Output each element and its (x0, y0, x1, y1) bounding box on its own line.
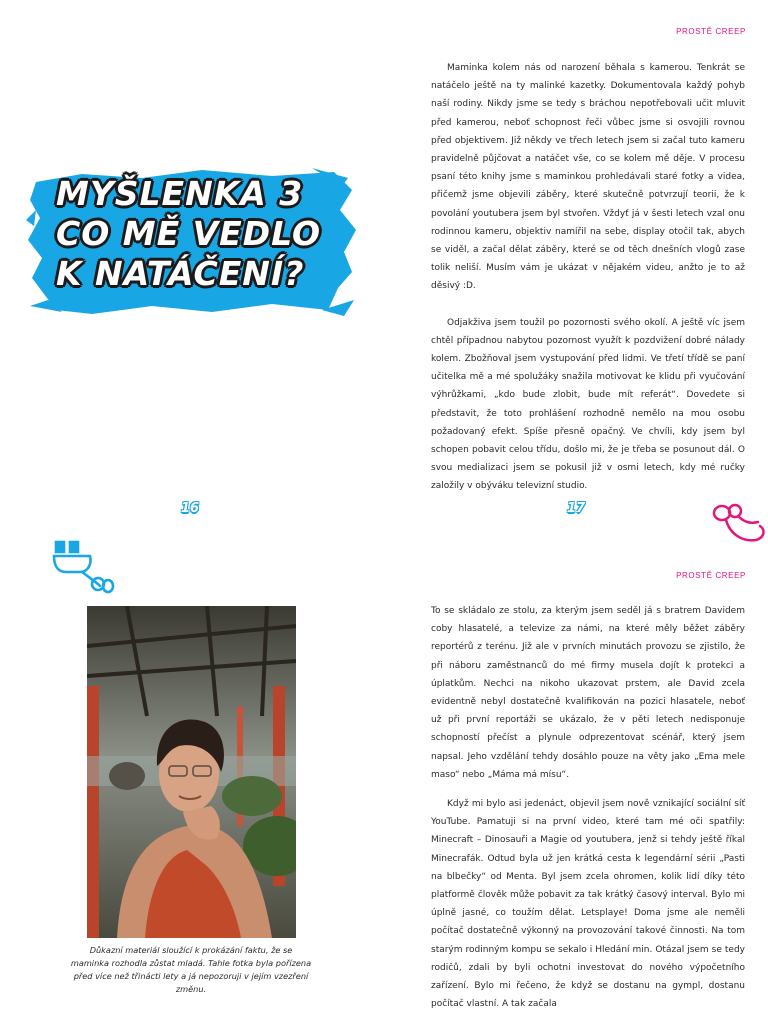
photo-caption: Důkazní materiál sloužící k prokázání faktu, že se maminka rozhodla zůstat mladá. Tahle fotka byla pořízena před více než třinácti lety a já nepozoruji v jejím vzezření změnu. (70, 945, 312, 994)
paragraph: Odjakživa jsem toužil po pozornosti svého okolí. A ještě víc jsem chtěl případnou nabytou pozornost využít k pozdvižení dobré nálady kolem. Zbožňoval jsem vystupování před lidmi. Ve třetí třídě se paní učitelka mě a mé spolužáky snažila motivovat ke klidu při vyučování výhrůžkami, „kdo bude zlobit, bude mít referát“. Dovedete si představit, že toto prohlášení rozhodně nemělo na mou osobu požadovaný efekt. Spíše přesně opačný. Ve chvíli, kdy jsem byl schopen pobavit celou třídu, došlo mi, že je třeba se posunout dál. O svou medializaci jsem se pokusil již v osmi letech, kdy mé ručky založily v obýváku televizní studio. (431, 317, 745, 492)
headline-text (56, 174, 356, 294)
text-column-bottom (431, 602, 745, 1013)
page-number-right: 17 (567, 501, 586, 516)
chapter-headline (22, 160, 362, 330)
headline-line: CO MĚ VEDLO (56, 214, 322, 253)
paragraph: To se skládalo ze stolu, za kterým jsem seděl já s bratrem Davidem coby hlasatelé, a televize za námi, na které měly běžet záběry reportérů z terénu. Již ale v prvních minutách provozu se zjistilo, že při náboru zaměstnanců do mé firmy musela dojít k protekci a úplatkům. Nechci na nikoho ukazovat prstem, ale David zcela evidentně nebyl dostatečně kvalifikován na pozici hlasatele, neboť už při první reportáži se ukázalo, že v pěti letech nedisponuje schopností přečíst a plynule odprezentovat scénář, který jsem napsal. Jeho vzdělání tehdy dosáhlo pouze na věty jako „Ema mele maso“ nebo „Máma má mísu“. (431, 606, 745, 780)
section-label-bottom: PROSTĚ CREEP (676, 571, 746, 580)
headline-line: MYŠLENKA 3 (56, 174, 304, 213)
paragraph: Maminka kolem nás od narození běhala s kamerou. Tenkrát se natáčelo ještě na ty malinké kazetky. Dokumentovala každý pohyb naší rodiny. Nikdy jsme se tedy s bráchou nepotřebovali učit mluvit před kamerou, neboť schopnost řeči vůbec jsme si osvojili rovnou před objektivem. Již někdy ve třech letech jsem si začal tuto kameru pravidelně půjčovat a natáčet vše, co se kolem mě děje. V procesu psaní této knihy jsme s maminkou prohledávali staré fotky a videa, přičemž jsme objevili záběry, které skutečně potvrzují teorii, že k povolání youtubera jsem byl stvořen. Vždyť já v šesti letech vzal onu rodinnou kameru, objektiv namířil na sebe, display otočil tak, abych se viděl, a začal dělat záběry, které se od těch dnešních vlogů zase tolik neliší. Musím vám je ukázat v nějakém videu, anžto je to až děsivý :D. (431, 63, 745, 292)
section-label-top: PROSTĚ CREEP (676, 27, 746, 36)
photo-mother (87, 606, 296, 938)
pink-doodle-icon (708, 500, 768, 550)
text-column-top (431, 59, 745, 496)
headline-line: K NATÁČENÍ? (56, 254, 305, 293)
page-number-left: 16 (181, 501, 200, 516)
blue-doodle-icon (52, 538, 122, 596)
paragraph: Když mi bylo asi jedenáct, objevil jsem nově vznikající sociální síť YouTube. Pamatuji si na první video, které tam mé oči spatřily: Minecraft – Dinosauři a Magie od youtubera, jenž si tehdy ještě říkal Minecrafák. Odtud byla už jen krátká cesta k legendární sérii „Pasti na blbečky“ od Menta. Byl jsem zcela ohromen, kolik lidí díky této platformě člověk může pobavit za tak krátký časový interval. Bylo mi úplně jasné, co toužím dělat. Letsplaye! Doma jsme ale neměli počítač dostatečně výkonný na provozování takové činnosti. Na tom starým rodinným kompu se sekalo i Hledání min. Otázal jsem se tedy rodičů, zdali by byli ochotni investovat do nového výpočetního zařízení. Bylo mi řečeno, že když se dostanu na gympl, dostanu počítač vlastní. A tak začala (431, 799, 745, 1010)
